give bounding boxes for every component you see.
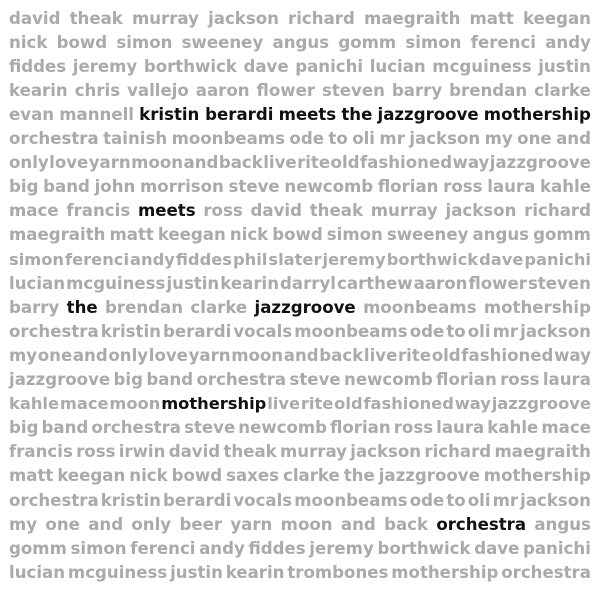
word: oli <box>352 129 375 148</box>
word: jackson <box>208 8 279 28</box>
word: dave <box>243 56 289 76</box>
word: my <box>484 129 513 148</box>
word: yarn <box>88 153 131 173</box>
word: keegan <box>157 225 226 245</box>
word: dave <box>479 249 524 269</box>
word: john <box>94 177 136 197</box>
word: and <box>283 345 319 365</box>
word: steve <box>289 370 341 389</box>
word: lucian <box>9 562 66 582</box>
word: keegan <box>523 8 591 28</box>
word: simon <box>70 538 127 558</box>
word: orchestra <box>9 490 99 510</box>
word: fiddes <box>9 56 67 76</box>
word: matt <box>9 466 54 486</box>
word: ferenci <box>65 249 130 269</box>
word: justin <box>166 273 220 293</box>
text-line <box>9 392 591 416</box>
word: band <box>41 418 89 438</box>
word: gomm <box>9 538 67 558</box>
word: way <box>454 394 491 414</box>
highlighted-word: the <box>66 297 98 317</box>
word: oli <box>467 321 491 341</box>
text-line <box>9 295 591 319</box>
word: ross <box>203 201 243 221</box>
word: steven <box>527 273 591 293</box>
word: mothership <box>483 297 591 317</box>
word: kahle <box>487 418 539 438</box>
word: nick <box>9 32 48 52</box>
word: darryl <box>280 273 336 293</box>
word: yarn <box>188 345 231 365</box>
word: jackson <box>350 442 422 462</box>
word: gomm <box>338 32 397 52</box>
word: florian <box>377 177 439 197</box>
word: jazzgroove <box>491 394 591 414</box>
word: fashioned <box>359 153 453 173</box>
word: moonbeams <box>294 490 408 510</box>
word: bowd <box>171 466 223 486</box>
word: jeremy <box>322 249 386 269</box>
word: mace <box>9 201 59 221</box>
word: and <box>556 129 591 148</box>
word: andy <box>199 538 245 558</box>
word: fashioned <box>363 394 454 414</box>
highlighted-word: mothership <box>161 394 267 414</box>
word: matt <box>109 225 154 245</box>
word: moon <box>280 514 333 534</box>
word: and <box>183 153 219 173</box>
word: maegraith <box>363 8 461 28</box>
word: ode <box>409 490 445 510</box>
word: brendan <box>105 297 184 317</box>
word: mr <box>492 321 519 341</box>
word: maegraith <box>494 442 591 462</box>
word: to <box>446 490 466 510</box>
word: justin <box>538 56 591 76</box>
word: florian <box>330 418 391 438</box>
word: and <box>88 514 124 534</box>
word: big <box>9 177 39 197</box>
word: mannell <box>59 104 134 124</box>
word: old <box>330 153 360 173</box>
word: florian <box>436 370 497 389</box>
word: orchestra <box>196 370 287 389</box>
word: murray <box>279 442 347 462</box>
word: jackson <box>520 321 591 341</box>
word: to <box>328 129 348 148</box>
word: live <box>263 153 297 173</box>
word: clarke <box>283 466 340 486</box>
word: justin <box>170 562 223 582</box>
word: laura <box>436 418 485 438</box>
word: way <box>452 153 490 173</box>
word: ode <box>409 321 445 341</box>
word: live <box>267 394 301 414</box>
text-line <box>9 464 591 488</box>
word: morrison <box>140 177 224 197</box>
word: simon <box>405 32 462 52</box>
text-line <box>9 151 591 175</box>
word: orchestra <box>9 321 99 341</box>
word: mr <box>492 490 519 510</box>
word: evan <box>9 104 55 124</box>
word: richard <box>524 201 591 221</box>
word: theak <box>223 442 277 462</box>
word: ferenci <box>130 538 196 558</box>
word: dave <box>474 538 520 558</box>
word: mace <box>59 394 109 414</box>
word: ferenci <box>470 32 536 52</box>
highlighted-word: kristin berardi <box>139 104 274 124</box>
text-line <box>9 78 591 102</box>
word: kearin <box>220 273 280 293</box>
word: steve <box>184 418 236 438</box>
word: orchestra <box>501 562 591 582</box>
word: moonbeams <box>171 129 285 148</box>
word: murray <box>370 201 438 221</box>
word: slater <box>268 249 322 269</box>
word: big <box>9 418 39 438</box>
word: kristin <box>100 490 161 510</box>
word: saxes <box>226 466 280 486</box>
word: jazzgroove <box>489 153 591 173</box>
word: my <box>9 345 38 365</box>
word: live <box>363 345 398 365</box>
word: lucian <box>9 273 66 293</box>
word: rite <box>297 153 331 173</box>
word: panichi <box>522 538 591 558</box>
word: clarke <box>534 80 591 100</box>
word: sweeney <box>386 225 469 245</box>
word: orchestra <box>91 418 182 438</box>
text-line <box>9 54 591 78</box>
word: kearin <box>9 80 68 100</box>
word: simon <box>9 249 65 269</box>
word: ross <box>76 442 116 462</box>
word: matt <box>469 8 514 28</box>
word: kearin <box>225 562 285 582</box>
word: steve <box>228 177 280 197</box>
text-line <box>9 343 591 367</box>
word: jackson <box>520 490 591 510</box>
text-line <box>9 536 591 560</box>
word: mothership <box>483 466 591 486</box>
highlighted-word: jazzgroove <box>377 104 479 124</box>
word: irwin <box>118 442 166 462</box>
word: mcguiness <box>66 273 166 293</box>
word: brendan <box>449 80 528 100</box>
word: rite <box>300 394 334 414</box>
text-line <box>9 223 591 247</box>
word: ross <box>393 418 434 438</box>
word: lucian <box>369 56 426 76</box>
word: rite <box>397 345 432 365</box>
text-line <box>9 6 591 30</box>
word: oli <box>467 490 491 510</box>
text-line <box>9 271 591 295</box>
word: borthwick <box>386 249 479 269</box>
word: andy <box>545 32 591 52</box>
text-line <box>9 127 591 151</box>
word: newcomb <box>238 418 328 438</box>
word: back <box>384 514 429 534</box>
word: tainish <box>103 129 168 148</box>
word: way <box>554 345 591 365</box>
highlighted-word: mothership <box>483 104 591 124</box>
word: and <box>72 345 108 365</box>
word: moonbeams <box>363 297 477 317</box>
highlighted-word: meets <box>278 104 337 124</box>
word: one <box>37 345 73 365</box>
word: richard <box>424 442 492 462</box>
word: kahle <box>9 394 60 414</box>
text-line <box>9 440 591 464</box>
word: borthwick <box>377 538 471 558</box>
word: laura <box>542 370 591 389</box>
word: berardi <box>163 321 232 341</box>
word: moon <box>131 153 184 173</box>
word: one <box>517 129 552 148</box>
word: jackson <box>445 201 517 221</box>
word: fiddes <box>175 249 232 269</box>
word: jackson <box>409 129 481 148</box>
word: my <box>9 514 38 534</box>
word: theak <box>309 201 363 221</box>
word: flower <box>468 273 527 293</box>
word: panichi <box>295 56 364 76</box>
word: ross <box>443 177 483 197</box>
word: only <box>131 514 172 534</box>
word: phil <box>232 249 268 269</box>
text-line <box>9 560 591 584</box>
text-line <box>9 368 591 392</box>
highlighted-word: the <box>341 104 373 124</box>
word: carthew <box>337 273 413 293</box>
word: vallejo <box>127 80 189 100</box>
word: david <box>250 201 302 221</box>
text-line <box>9 199 591 223</box>
word: sweeney <box>181 32 264 52</box>
word: angus <box>472 225 530 245</box>
word: borthwick <box>143 56 237 76</box>
word: steven <box>321 80 385 100</box>
word: old <box>334 394 363 414</box>
word: murray <box>131 8 199 28</box>
word: david <box>168 442 221 462</box>
word: vocals <box>233 321 293 341</box>
word: jazzgroove <box>378 466 480 486</box>
word: richard <box>288 8 355 28</box>
word: chris <box>74 80 121 100</box>
word: big <box>113 370 143 389</box>
word: fashioned <box>461 345 554 365</box>
word: angus <box>534 514 591 534</box>
word: ode <box>289 129 324 148</box>
text-line <box>9 488 591 512</box>
text-line <box>9 247 591 271</box>
word: the <box>343 466 375 486</box>
word: old <box>431 345 461 365</box>
text-line <box>9 175 591 199</box>
text-line <box>9 416 591 440</box>
word: one <box>45 514 80 534</box>
highlighted-word: meets <box>137 201 196 221</box>
word: mothership <box>391 562 499 582</box>
word: andy <box>130 249 175 269</box>
word: bowd <box>56 32 108 52</box>
word: kristin <box>100 321 161 341</box>
word: kahle <box>539 177 591 197</box>
word: back <box>218 153 263 173</box>
word: barry <box>391 80 443 100</box>
word: mr <box>379 129 405 148</box>
highlighted-word: orchestra <box>436 514 527 534</box>
word: keegan <box>57 466 126 486</box>
word: newcomb <box>344 370 433 389</box>
word: moonbeams <box>294 321 408 341</box>
word: mcguiness <box>67 562 168 582</box>
text-line <box>9 30 591 54</box>
word: love <box>148 345 188 365</box>
word: love <box>49 153 89 173</box>
word: mcguiness <box>432 56 532 76</box>
word: berardi <box>163 490 232 510</box>
word: mace <box>541 418 591 438</box>
word: ross <box>500 370 540 389</box>
word: only <box>9 153 49 173</box>
word: band <box>146 370 194 389</box>
word: gomm <box>533 225 591 245</box>
word: flower <box>256 80 316 100</box>
word: band <box>43 177 90 197</box>
word: panichi <box>524 249 591 269</box>
word: fiddes <box>248 538 306 558</box>
word: bowd <box>272 225 323 245</box>
word: laura <box>487 177 536 197</box>
word: barry <box>9 297 60 317</box>
word: nick <box>229 225 269 245</box>
word: nick <box>129 466 168 486</box>
word: trombones <box>287 562 389 582</box>
text-line <box>9 102 591 126</box>
word: aaron <box>195 80 250 100</box>
word: to <box>446 321 466 341</box>
word: clarke <box>190 297 248 317</box>
word: theak <box>69 8 123 28</box>
word: francis <box>66 201 131 221</box>
word: moon <box>109 394 161 414</box>
word: simon <box>326 225 383 245</box>
word: only <box>108 345 149 365</box>
highlighted-word: jazzgroove <box>254 297 356 317</box>
word: orchestra <box>9 129 99 148</box>
word: moon <box>231 345 284 365</box>
word: francis <box>9 442 73 462</box>
word: and <box>340 514 376 534</box>
word: vocals <box>233 490 293 510</box>
word: yarn <box>230 514 273 534</box>
word: newcomb <box>284 177 374 197</box>
word: jazzgroove <box>9 370 111 389</box>
text-line <box>9 512 591 536</box>
word: back <box>319 345 364 365</box>
word: angus <box>272 32 330 52</box>
word: aaron <box>413 273 468 293</box>
word: jeremy <box>309 538 374 558</box>
word: jeremy <box>72 56 138 76</box>
word: david <box>9 8 61 28</box>
word: simon <box>116 32 173 52</box>
word: beer <box>179 514 223 534</box>
word: maegraith <box>9 225 106 245</box>
text-line <box>9 319 591 343</box>
